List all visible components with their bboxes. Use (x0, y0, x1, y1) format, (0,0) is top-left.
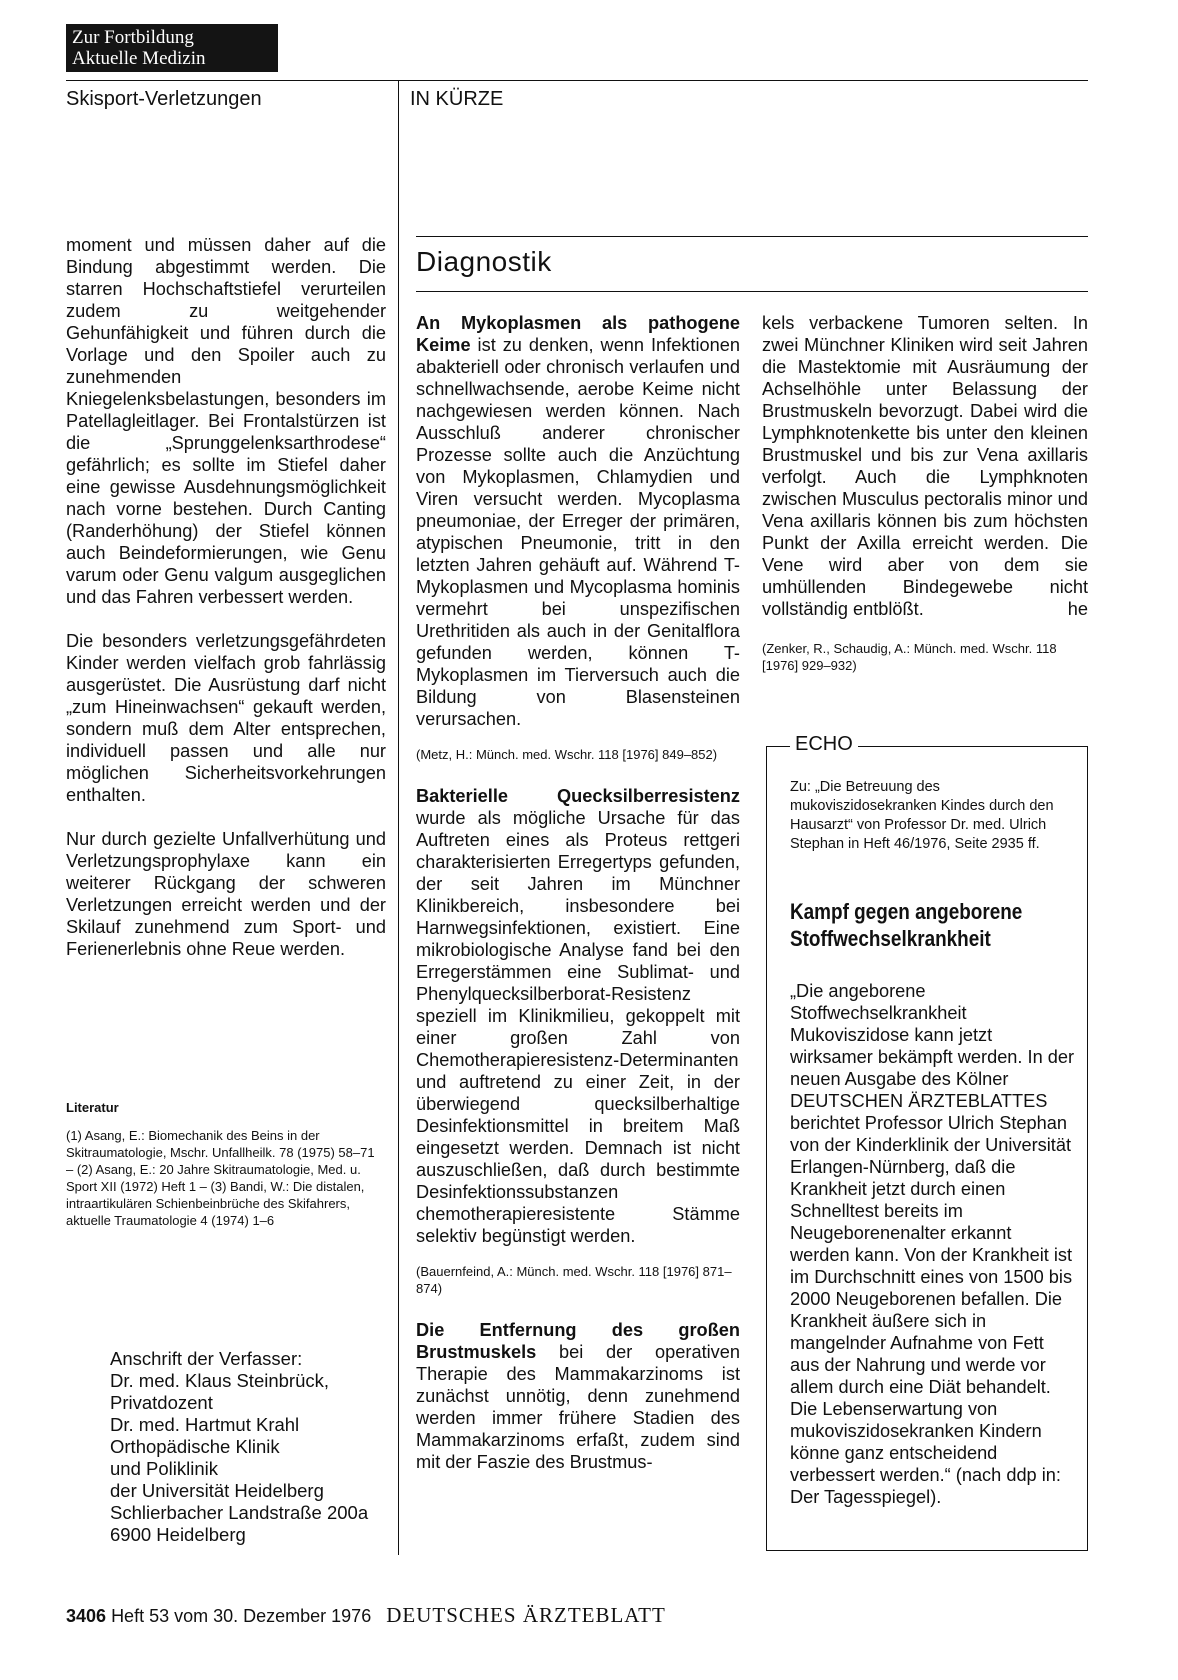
echo-label: ECHO (790, 733, 858, 756)
article-body: ist zu denken, wenn Infektionen abakteriell oder chronisch verlaufen und schnellwachsende, aerobe Keime nicht nachgewiesen werden können. Nach Ausschluß anderer chronischer Prozesse sollte auch die Anzüchtung von Mykoplasmen, Chlamydien und Viren versucht werden. Mycoplasma pneumoniae, der Erreger der primären, atypischen Pneumonie, tritt in den letzten Jahren gehäuft auf. Während T-Mykoplasmen und Mycoplasma hominis vermehrt bei unspezifischen Urethritiden als auch in der Genitalflora gefunden werden, können T-Mykoplasmen im Tierversuch auch die Bildung von Blasensteinen verursachen. (416, 335, 740, 729)
badge-line-2: Aktuelle Medizin (72, 48, 206, 69)
article-quecksilber (416, 785, 740, 1247)
address-line: Anschrift der Verfasser: (110, 1348, 303, 1369)
diagnostik-rule-bottom (416, 291, 1088, 292)
article-reference: (Metz, H.: Münch. med. Wschr. 118 [1976] 849–852) (416, 747, 718, 762)
echo-headline: Kampf gegen angeborene Stoffwechselkrankheit (790, 899, 1023, 951)
address-line: und Poliklinik (110, 1458, 218, 1479)
address-line: 6900 Heidelberg (110, 1524, 246, 1545)
paragraph: Die besonders verletzungsgefährdeten Kinder werden vielfach grob fahrlässig ausgerüstet. Die Ausrüstung darf nicht „zum Hineinwachsen“ gekauft werden, sondern muß dem Alter entsprechen, individuell passen und alle nur möglichen Sicherheitsvorkehrungen enthalten. (66, 631, 386, 805)
column-divider (398, 80, 399, 1555)
paragraph: Nur durch gezielte Unfallverhütung und Verletzungsprophylaxe kann ein weiterer Rückgang der schweren Verletzungen erreicht werden und der Skilauf zunehmend zum Sport- und Ferienerlebnis ohne Reue werden. (66, 829, 386, 959)
paragraph: moment und müssen daher auf die Bindung abgestimmt werden. Die starren Hochschaftstiefel verurteilen zudem zu weitgehender Gehunfähigkeit und führen durch die Vorlage und den Spoiler auch zu zunehmenden Kniegelenksbelastungen, besonders im Patellagleitlager. Bei Frontalstürzen ist die „Sprunggelenksarthrodese“ gefährlich; es sollte im Stiefel daher eine gewisse Ausdehnungsmöglichkeit nach vorne bestehen. Durch Canting (Randerhöhung) der Stiefel können auch Beindeformierungen, wie Genu varum oder Genu valgum ausgeglichen und das Fahren verbessert werden. (66, 235, 386, 607)
article-lead: Bakterielle Quecksilberresistenz (416, 786, 740, 806)
echo-text: „Die angeborene Stoffwechselkrankheit Mukoviszidose kann jetzt wirksamer bekämpft werden. In der neuen Ausgabe des Kölner DEUTSCHEN ÄRZTEBLATTES berichtet Professor Ulrich Stephan von der Kinderklinik der Universität Erlangen-Nürnberg, daß die Krankheit jetzt durch einen Schnelltest bereits im Neugeborenenalter erkannt werden kann. Von der Krankheit ist im Durchschnitt eines von 1500 bis 2000 Neugeborenen befallen. Die Krankheit äußere sich in mangelnder Aufnahme von Fett aus der Nahrung und werde vor allem durch eine Diät behandelt. Die Lebenserwartung von mukoviszidosekranken Kindern könne ganz entscheidend verbessert werden.“ (nach ddp in: Der Tagesspiegel). (790, 981, 1075, 1507)
address-line: der Universität Heidelberg (110, 1480, 324, 1501)
address-line: Dr. med. Klaus Steinbrück, (110, 1370, 330, 1391)
page-number: 3406 (66, 1606, 107, 1626)
top-rule (66, 80, 1088, 81)
article-mykoplasmen (416, 312, 740, 730)
badge-line-1: Zur Fortbildung (72, 27, 194, 48)
issue-info: Heft 53 vom 30. Dezember 1976 (111, 1606, 372, 1626)
article-reference: (Zenker, R., Schaudig, A.: Münch. med. Wschr. 118 [1976] 929–932) (762, 641, 1057, 673)
middle-column-text (416, 312, 740, 1473)
diagnostik-title: Diagnostik (416, 246, 552, 277)
address-line: Schlierbacher Landstraße 200a (110, 1502, 369, 1523)
article-brustmuskel (416, 1319, 740, 1473)
literature (66, 1100, 386, 1229)
literature-title: Literatur (66, 1100, 119, 1115)
article-lead: An Mykoplasmen als pathogene Keime (416, 313, 740, 355)
article-lead: Die Entfernung des großen Brustmuskels (416, 1320, 740, 1362)
section-badge (66, 24, 278, 72)
section-title-left: Skisport-Verletzungen (66, 88, 262, 110)
address-line: Orthopädische Klinik (110, 1436, 280, 1457)
article-body: bei der operativen Therapie des Mammakarzinoms ist zunächst unnötig, denn zunehmend werden immer frühere Stadien des Mammakarzinoms erfaßt, zudem sind mit der Faszie des Brustmus- (416, 1342, 740, 1472)
journal-name: DEUTSCHES ÄRZTEBLATT (386, 1603, 666, 1627)
article-body: kels verbackene Tumoren selten. In zwei Münchner Kliniken wird seit Jahren die Mastektomie mit Ausräumung der Achselhöhle unter Belassung der Brustmuskeln bevorzugt. Dabei wird die Lymphknotenkette bis unter den kleinen Brustmuskel und bis zur Vena axillaris verfolgt. Auch die Lymphknoten zwischen Musculus pectoralis minor und Vena axillaris können bis zum höchsten Punkt der Axilla erreicht werden. Die Vene wird aber von dem sie umhüllenden Bindegewebe nicht vollständig entblößt. (762, 313, 1088, 619)
left-column-text (66, 234, 386, 960)
echo-intro: Zu: „Die Betreuung des mukoviszidosekranken Kindes durch den Hausarzt“ von Professor Dr. med. Ulrich Stephan in Heft 46/1976, Seite 2935 ff. (790, 779, 1054, 852)
article-body: wurde als mögliche Ursache für das Auftreten eines als Proteus rettgeri charakterisierten Erregertyps gefunden, der seit Jahren im Münchner Klinikbereich, insbesondere bei Harnwegsinfektionen, existiert. Eine mikrobiologische Analyse fand bei den Erregerstämmen eine Sublimat- und Phenylquecksilberborat-Resistenz speziell im Klinikmilieu, gekoppelt mit einer großen Zahl von Chemotherapieresistenz-Determinanten und auftretend zu einer Zeit, in der überwiegend quecksilberhaltige Desinfektionsmittel in breitem Maß eingesetzt werden. Demnach ist nicht auszuschließen, daß durch bestimmte Desinfektionssubstanzen chemotherapieresistente Stämme selektiv begünstigt werden. (416, 808, 740, 1246)
page-footer (66, 1603, 666, 1628)
section-title-right: IN KÜRZE (410, 88, 504, 110)
right-column-text (762, 312, 1088, 674)
article-reference: (Bauernfeind, A.: Münch. med. Wschr. 118 [1976] 871–874) (416, 1264, 732, 1296)
author-sign: he (1067, 599, 1088, 619)
address-line: Dr. med. Hartmut Krahl (110, 1414, 300, 1435)
author-address (110, 1348, 368, 1546)
literature-list: (1) Asang, E.: Biomechanik des Beins in der Skitraumatologie, Mschr. Unfallheilk. 78 (1975) 58–71 – (2) Asang, E.: 20 Jahre Skitraumatologie, Med. u. Sport XII (1972) Heft 1 – (3) Bandi, W.: Die distalen, intraartikulären Schienbeinbrüche des Skifahrers, aktuelle Traumatologie 4 (1974) 1–6 (66, 1128, 375, 1228)
address-line: Privatdozent (110, 1392, 213, 1413)
article-continuation (762, 312, 1088, 620)
diagnostik-rule-top (416, 236, 1088, 237)
